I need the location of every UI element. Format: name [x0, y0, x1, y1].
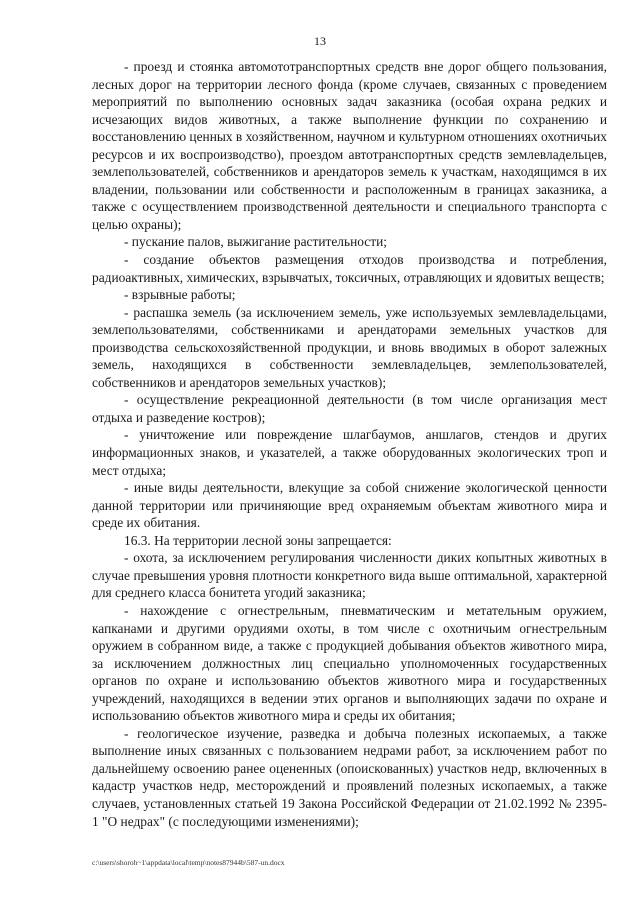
- paragraph-blasting-ban: - взрывные работы;: [124, 287, 236, 303]
- paragraph-recreation-ban: - осуществление рекреационной деятельности (в том числе организация мест отдыха и разведение костров);: [92, 392, 607, 425]
- paragraph-signs-ban: - уничтожение или повреждение шлагбаумов, аншлагов, стендов и других информационных знаков, и указателей, а также оборудованных экологических троп и мест отдыха;: [92, 427, 607, 478]
- section-heading-forest-zone: 16.3. На территории лесной зоны запрещается:: [124, 532, 392, 548]
- document-body: [92, 58, 607, 830]
- footer-file-path: c:\users\shoroh~1\appdata\local\temp\notes87944b\587-un.docx: [92, 858, 285, 867]
- paragraph-transport-ban: - проезд и стоянка автомототранспортных средств вне дорог общего пользования, лесных дорог на территории лесного фонда (кроме случаев, связанных с проведением мероприятий по выполнению основных задач заказника (особая охрана редких и исчезающих видов животных, а также выполнение функции по сохранению и восстановлению ценных в хозяйственном, научном и культурном отношениях охотничьих ресурсов и их воспроизводство), проездом автотранспортных средств землевладельцев, землепользователей, собственников и арендаторов земель к участкам, находящимся в их владении, пользовании или собственности и расположенным в границах заказника, а также с осуществлением производственной деятельности и специального транспорта с целью охраны);: [92, 59, 607, 232]
- paragraph-plowing-ban: - распашка земель (за исключением земель, уже используемых землевладельцами, землепользователями, собственниками и арендаторами земельных участков для производства сельскохозяйственной продукции, и вновь вводимых в оборот залежных земель, находящихся в собственности землевладельцев, землепользователей, собственников и арендаторов земельных участков);: [92, 304, 607, 390]
- paragraph-weapons-ban: - нахождение с огнестрельным, пневматическим и метательным оружием, капканами и другими орудиями охоты, в том числе с охотничьим огнестрельным оружием в собранном виде, а также с продукцией добывания объектов животного мира, за исключением должностных лиц специально уполномоченных государственных органов по охране и использованию объектов животного мира и государственных учреждений, находящихся в ведении этих органов и выполняющих задачи по охране и использованию объектов животного мира и среды их обитания;: [92, 602, 607, 724]
- paragraph-geology-ban: - геологическое изучение, разведка и добыча полезных ископаемых, а также выполнение иных связанных с пользованием недрами работ, за исключением работ по дальнейшему освоению ранее оцененных (опоискованных) участков недр, включенных в кадастр участков недр, месторождений и проявлений полезных ископаемых, а также случаев, установленных статьей 19 Закона Российской Федерации от 21.02.1992 № 2395-1 "О недрах" (с последующими изменениями);: [92, 725, 607, 829]
- paragraph-other-activities-ban: - иные виды деятельности, влекущие за собой снижение экологической ценности данной территории или причиняющие вред охраняемым объектам животного мира и среде их обитания.: [92, 480, 607, 531]
- paragraph-burning-ban: - пускание палов, выжигание растительности;: [124, 234, 387, 250]
- page-number: 13: [314, 34, 326, 48]
- paragraph-waste-ban: - создание объектов размещения отходов производства и потребления, радиоактивных, химических, взрывчатых, токсичных, отравляющих и ядовитых веществ;: [92, 252, 607, 285]
- paragraph-hunting-ban: - охота, за исключением регулирования численности диких копытных животных в случае превышения уровня плотности конкретного вида выше оптимальной, характерной для среднего класса бонитета угодий заказника;: [92, 550, 607, 601]
